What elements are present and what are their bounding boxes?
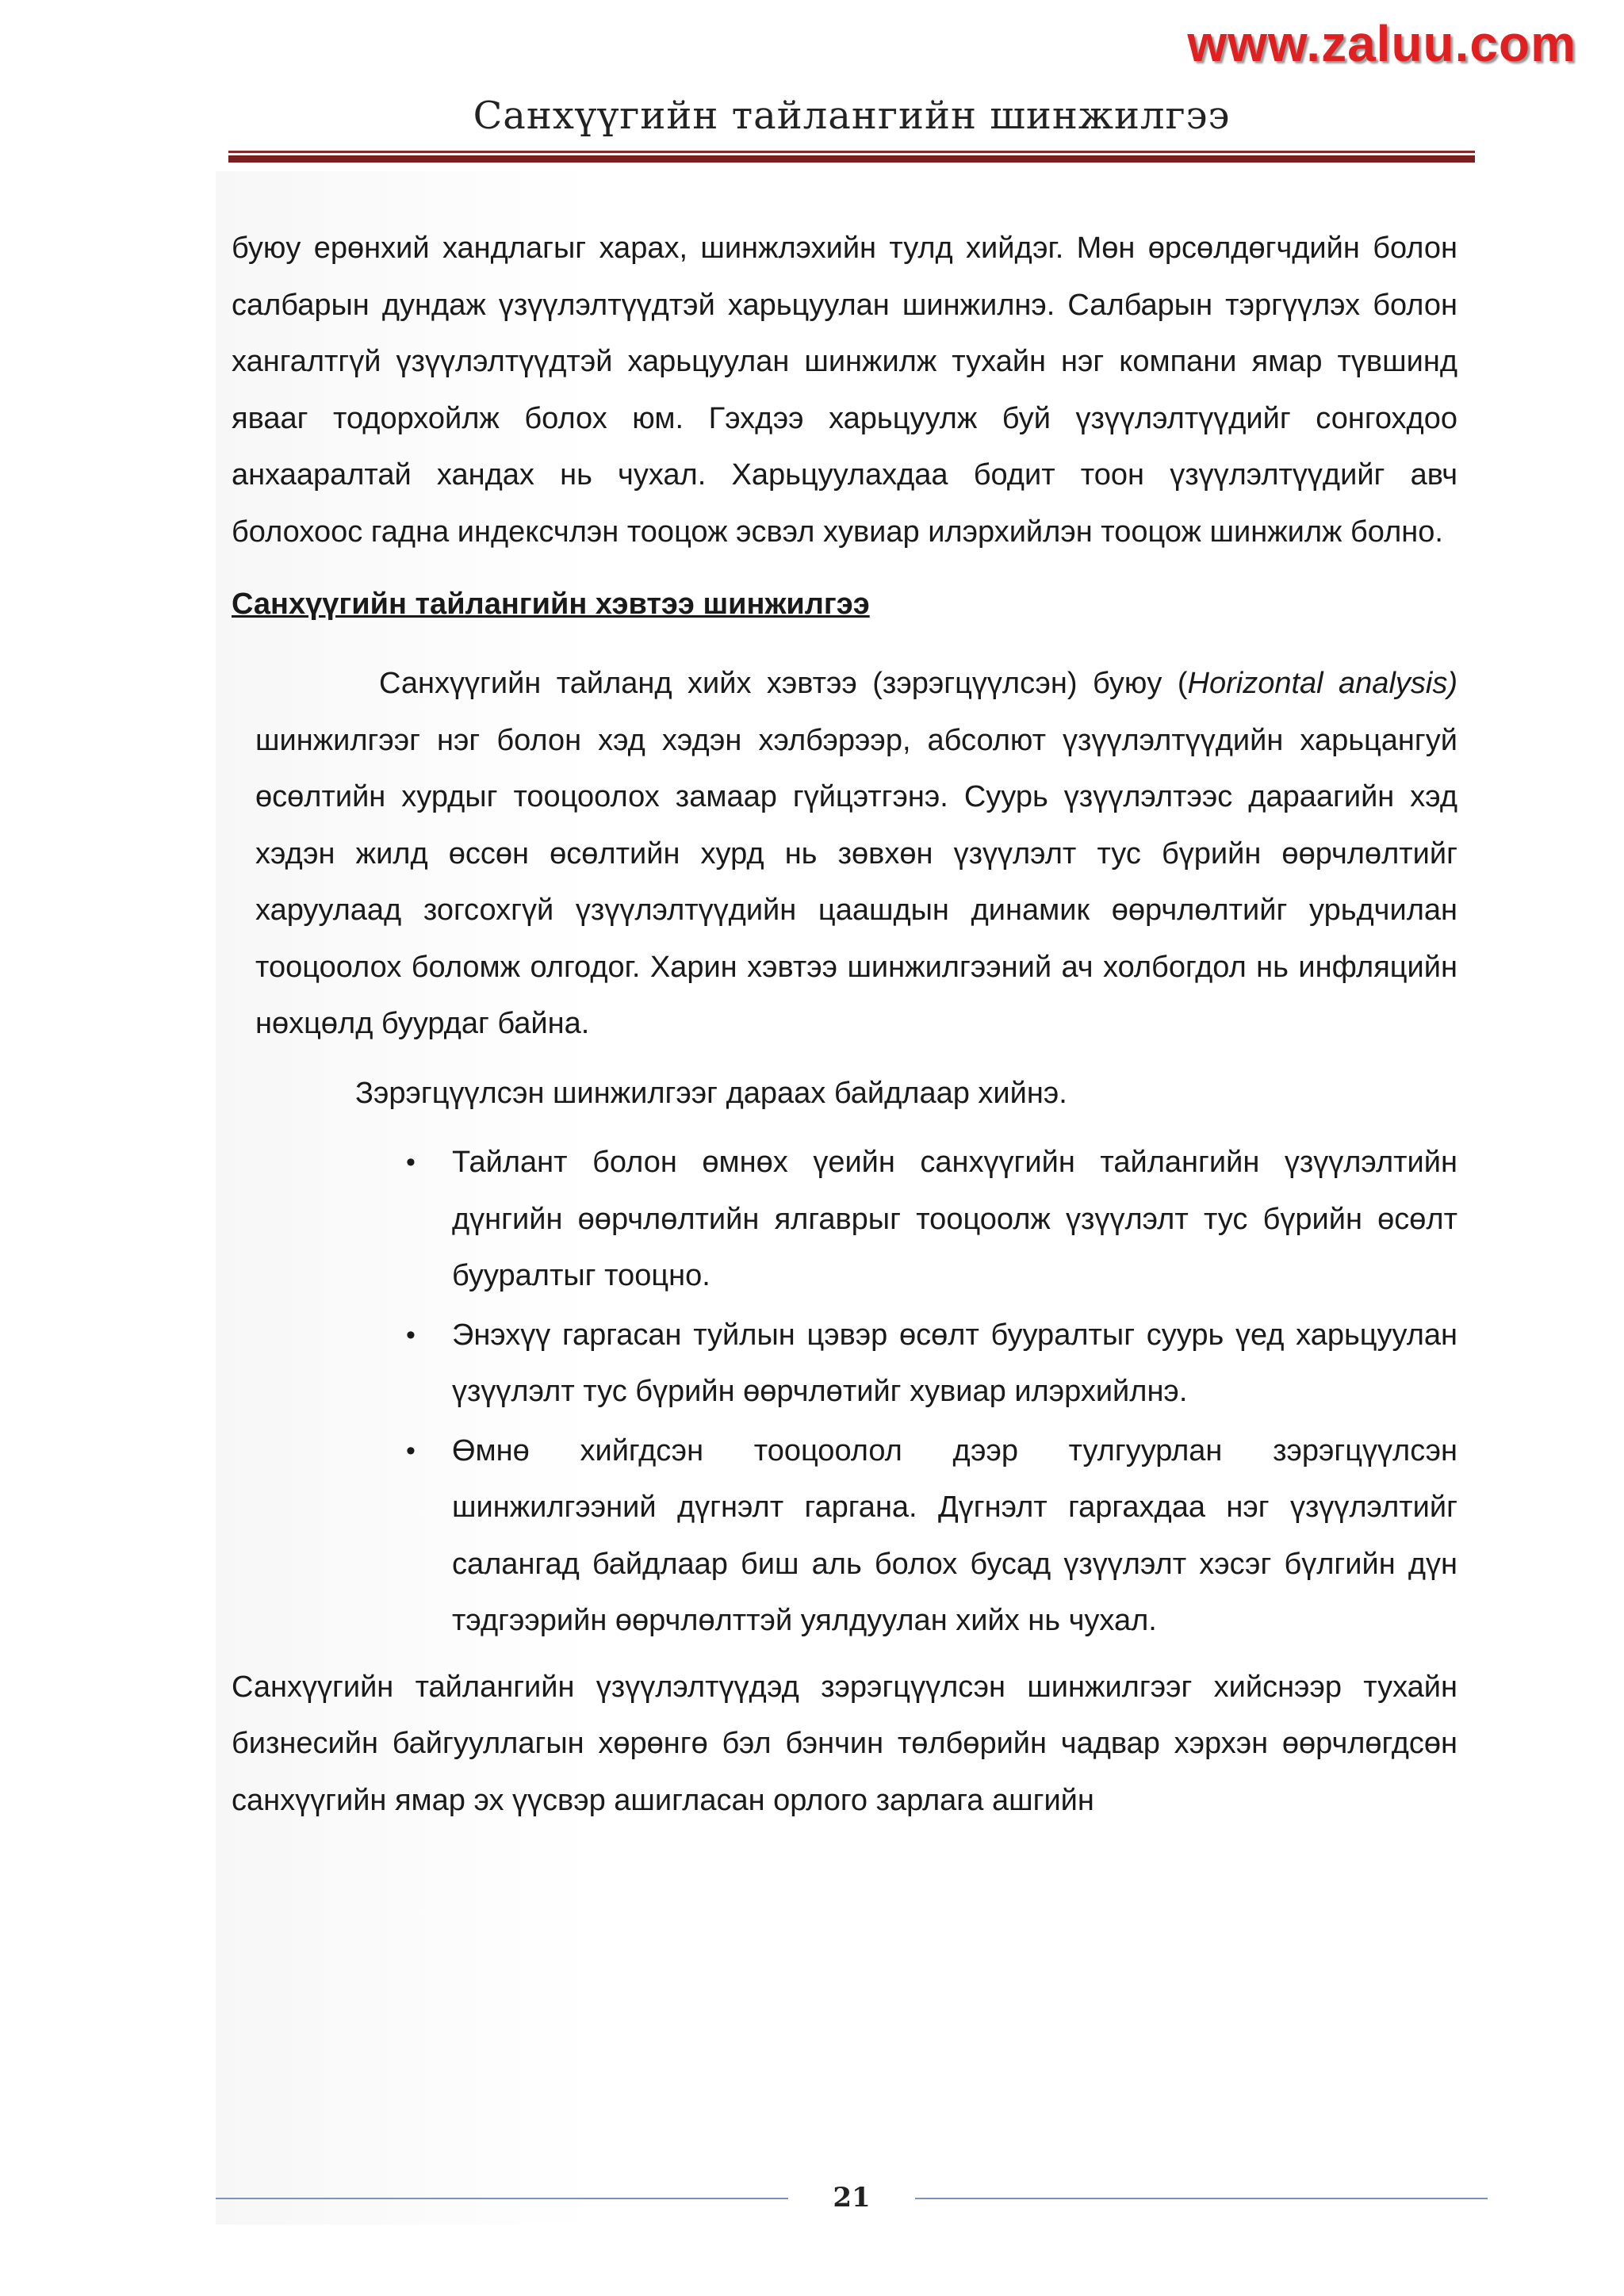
section-heading: Санхүүгийн тайлангийн хэвтээ шинжилгээ [232, 587, 870, 621]
paragraph-2 [232, 656, 1457, 1053]
paragraph-2-italic-term: Horizontal analysis) [1187, 667, 1457, 700]
page-number: 21 [833, 2182, 871, 2214]
bullet-icon: • [406, 1147, 416, 1177]
bullet-list [232, 1135, 1457, 1650]
bullet-item [406, 1423, 1457, 1650]
bullet-item-text: Энэхүү гаргасан туйлын цэвэр өсөлт бууралтыг суурь үед харьцуулан үзүүлэлт тус бүрийн өөрчлөтийг хувиар илэрхийлнэ. [452, 1318, 1457, 1408]
paragraph-2-text-start: Санхүүгийн тайланд хийх хэвтээ (зэрэгцүүлсэн) буюу ( [379, 667, 1188, 700]
document-body [232, 220, 1457, 1829]
paragraph-3: Зэрэгцүүлсэн шинжилгээг дараах байдлаар хийнэ. [355, 1076, 1067, 1110]
bullet-item [406, 1307, 1457, 1421]
watermark-logo: www.zaluu.com [1187, 15, 1576, 72]
footer-rule-left [216, 2198, 788, 2199]
footer-rule-right [915, 2198, 1488, 2199]
bullet-item-text: Тайлант болон өмнөх үеийн санхүүгийн тайлангийн үзүүлэлтийн дүнгийн өөрчлөлтийн ялгаврыг тооцоолж үзүүлэлт тус бүрийн өсөлт бууралтыг тооцно. [452, 1146, 1457, 1292]
bullet-icon: • [406, 1319, 416, 1350]
running-header-title: Санхүүгийн тайлангийн шинжилгээ [473, 94, 1231, 138]
bullet-item [406, 1135, 1457, 1305]
paragraph-2-text-end: шинжилгээг нэг болон хэд хэдэн хэлбэрээр, абсолют үзүүлэлтүүдийн харьцангуй өсөлтийн хурдыг тооцоолох замаар гүйцэтгэнэ. Суурь үзүүлэлтээс дараагийн хэд хэдэн жилд өссөн өсөлтийн хурд нь зөвхөн үзүүлэлт тус бүрийн өөрчлөлтийг харуулаад зогсохгүй үзүүлэлтүүдийн цаашдын динамик өөрчлөлтийг урьдчилан тооцоолох боломж олгодог. Харин хэвтээ шинжилгээний ач холбогдол нь инфляцийн нөхцөлд буурдаг байна. [255, 723, 1457, 1040]
bullet-item-text: Өмнө хийгдсэн тооцоолол дээр тулгуурлан зэрэгцүүлсэн шинжилгээний дүгнэлт гаргана. Дүгнэлт гаргахдаа нэг үзүүлэлтийг салангад байдлаар биш аль болох бусад үзүүлэлт хэсэг бүлгийн дүн тэдгээрийн өөрчлөлттэй уялдуулан хийх нь чухал. [452, 1433, 1457, 1637]
paragraph-1: буюу ерөнхий хандлагыг харах, шинжлэхийн тулд хийдэг. Мөн өрсөлдөгчдийн болон салбарын дундаж үзүүлэлтүүдтэй харьцуулан шинжилнэ. Салбарын тэргүүлэх болон хангалтгүй үзүүлэлтүүдтэй харьцуулан шинжилж тухайн нэг компани ямар түвшинд явааг тодорхойлж болох юм. Гэхдээ харьцуулж буй үзүүлэлтүүдийг сонгохдоо анхааралтай хандах нь чухал. Харьцуулахдаа бодит тоон үзүүлэлтүүдийг авч болохоос гадна индексчлэн тооцож эсвэл хувиар илэрхийлэн тооцож шинжилж болно. [232, 232, 1457, 549]
header-rule-thick [228, 155, 1475, 163]
header-rule-thin [228, 151, 1475, 153]
bullet-icon: • [406, 1435, 416, 1466]
paragraph-4: Санхүүгийн тайлангийн үзүүлэлтүүдэд зэрэгцүүлсэн шинжилгээг хийснээр тухайн бизнесийн байгууллагын хөрөнгө бэл бэнчин төлбөрийн чадвар хэрхэн өөрчлөгдсөн санхүүгийн ямар эх үүсвэр ашигласан орлого зарлага ашгийн [232, 1670, 1457, 1817]
